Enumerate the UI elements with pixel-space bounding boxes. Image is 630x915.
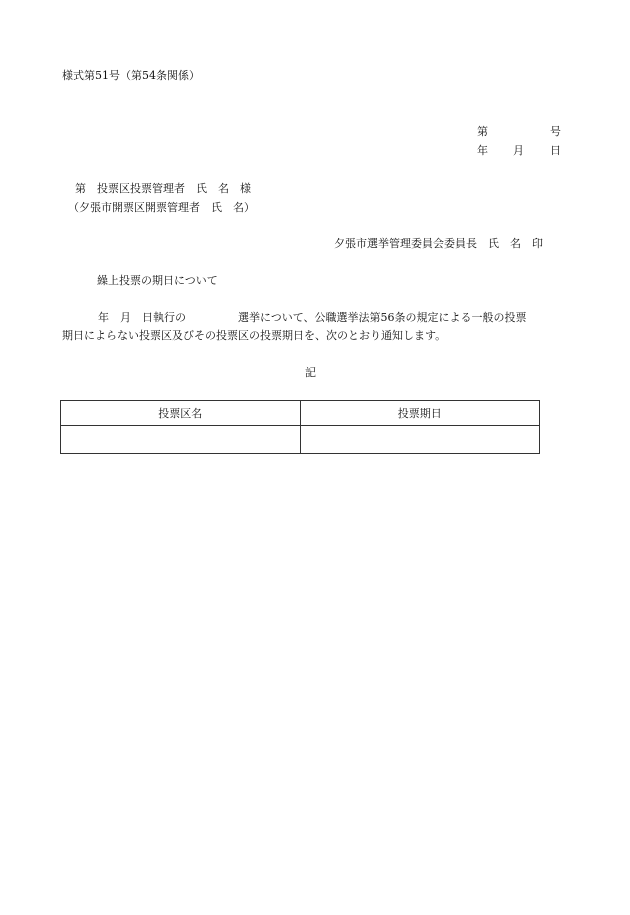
column-header-voting-date: 投票期日 bbox=[300, 401, 540, 426]
polling-district-table bbox=[60, 400, 540, 454]
table-row bbox=[61, 426, 540, 454]
body-line-1 bbox=[98, 312, 527, 323]
body-date-part: 年 月 日執行の bbox=[98, 311, 186, 324]
date-year: 年 bbox=[477, 144, 488, 157]
date-month: 月 bbox=[513, 144, 524, 157]
subject: 繰上投票の期日について bbox=[97, 274, 218, 287]
addressee-line-2: （夕張市開票区開票管理者 氏 名） bbox=[68, 201, 255, 214]
document-number-prefix: 第 bbox=[477, 125, 488, 138]
form-number: 様式第51号（第54条関係） bbox=[62, 69, 200, 82]
document-number-suffix: 号 bbox=[550, 125, 561, 138]
cell-district-name bbox=[61, 426, 301, 454]
cell-voting-date bbox=[300, 426, 540, 454]
body-line-2: 期日によらない投票区及びその投票区の投票期日を、次のとおり通知します。 bbox=[62, 329, 447, 342]
table-header-row bbox=[61, 401, 540, 426]
date-day: 日 bbox=[550, 144, 561, 157]
sender: 夕張市選挙管理委員会委員長 氏 名 印 bbox=[334, 237, 543, 250]
ki-heading: 記 bbox=[305, 366, 316, 379]
addressee-line-1: 第 投票区投票管理者 氏 名 様 bbox=[75, 182, 251, 195]
column-header-district-name: 投票区名 bbox=[61, 401, 301, 426]
body-line-1-rest: 選挙について、公職選挙法第56条の規定による一般の投票 bbox=[238, 311, 527, 324]
